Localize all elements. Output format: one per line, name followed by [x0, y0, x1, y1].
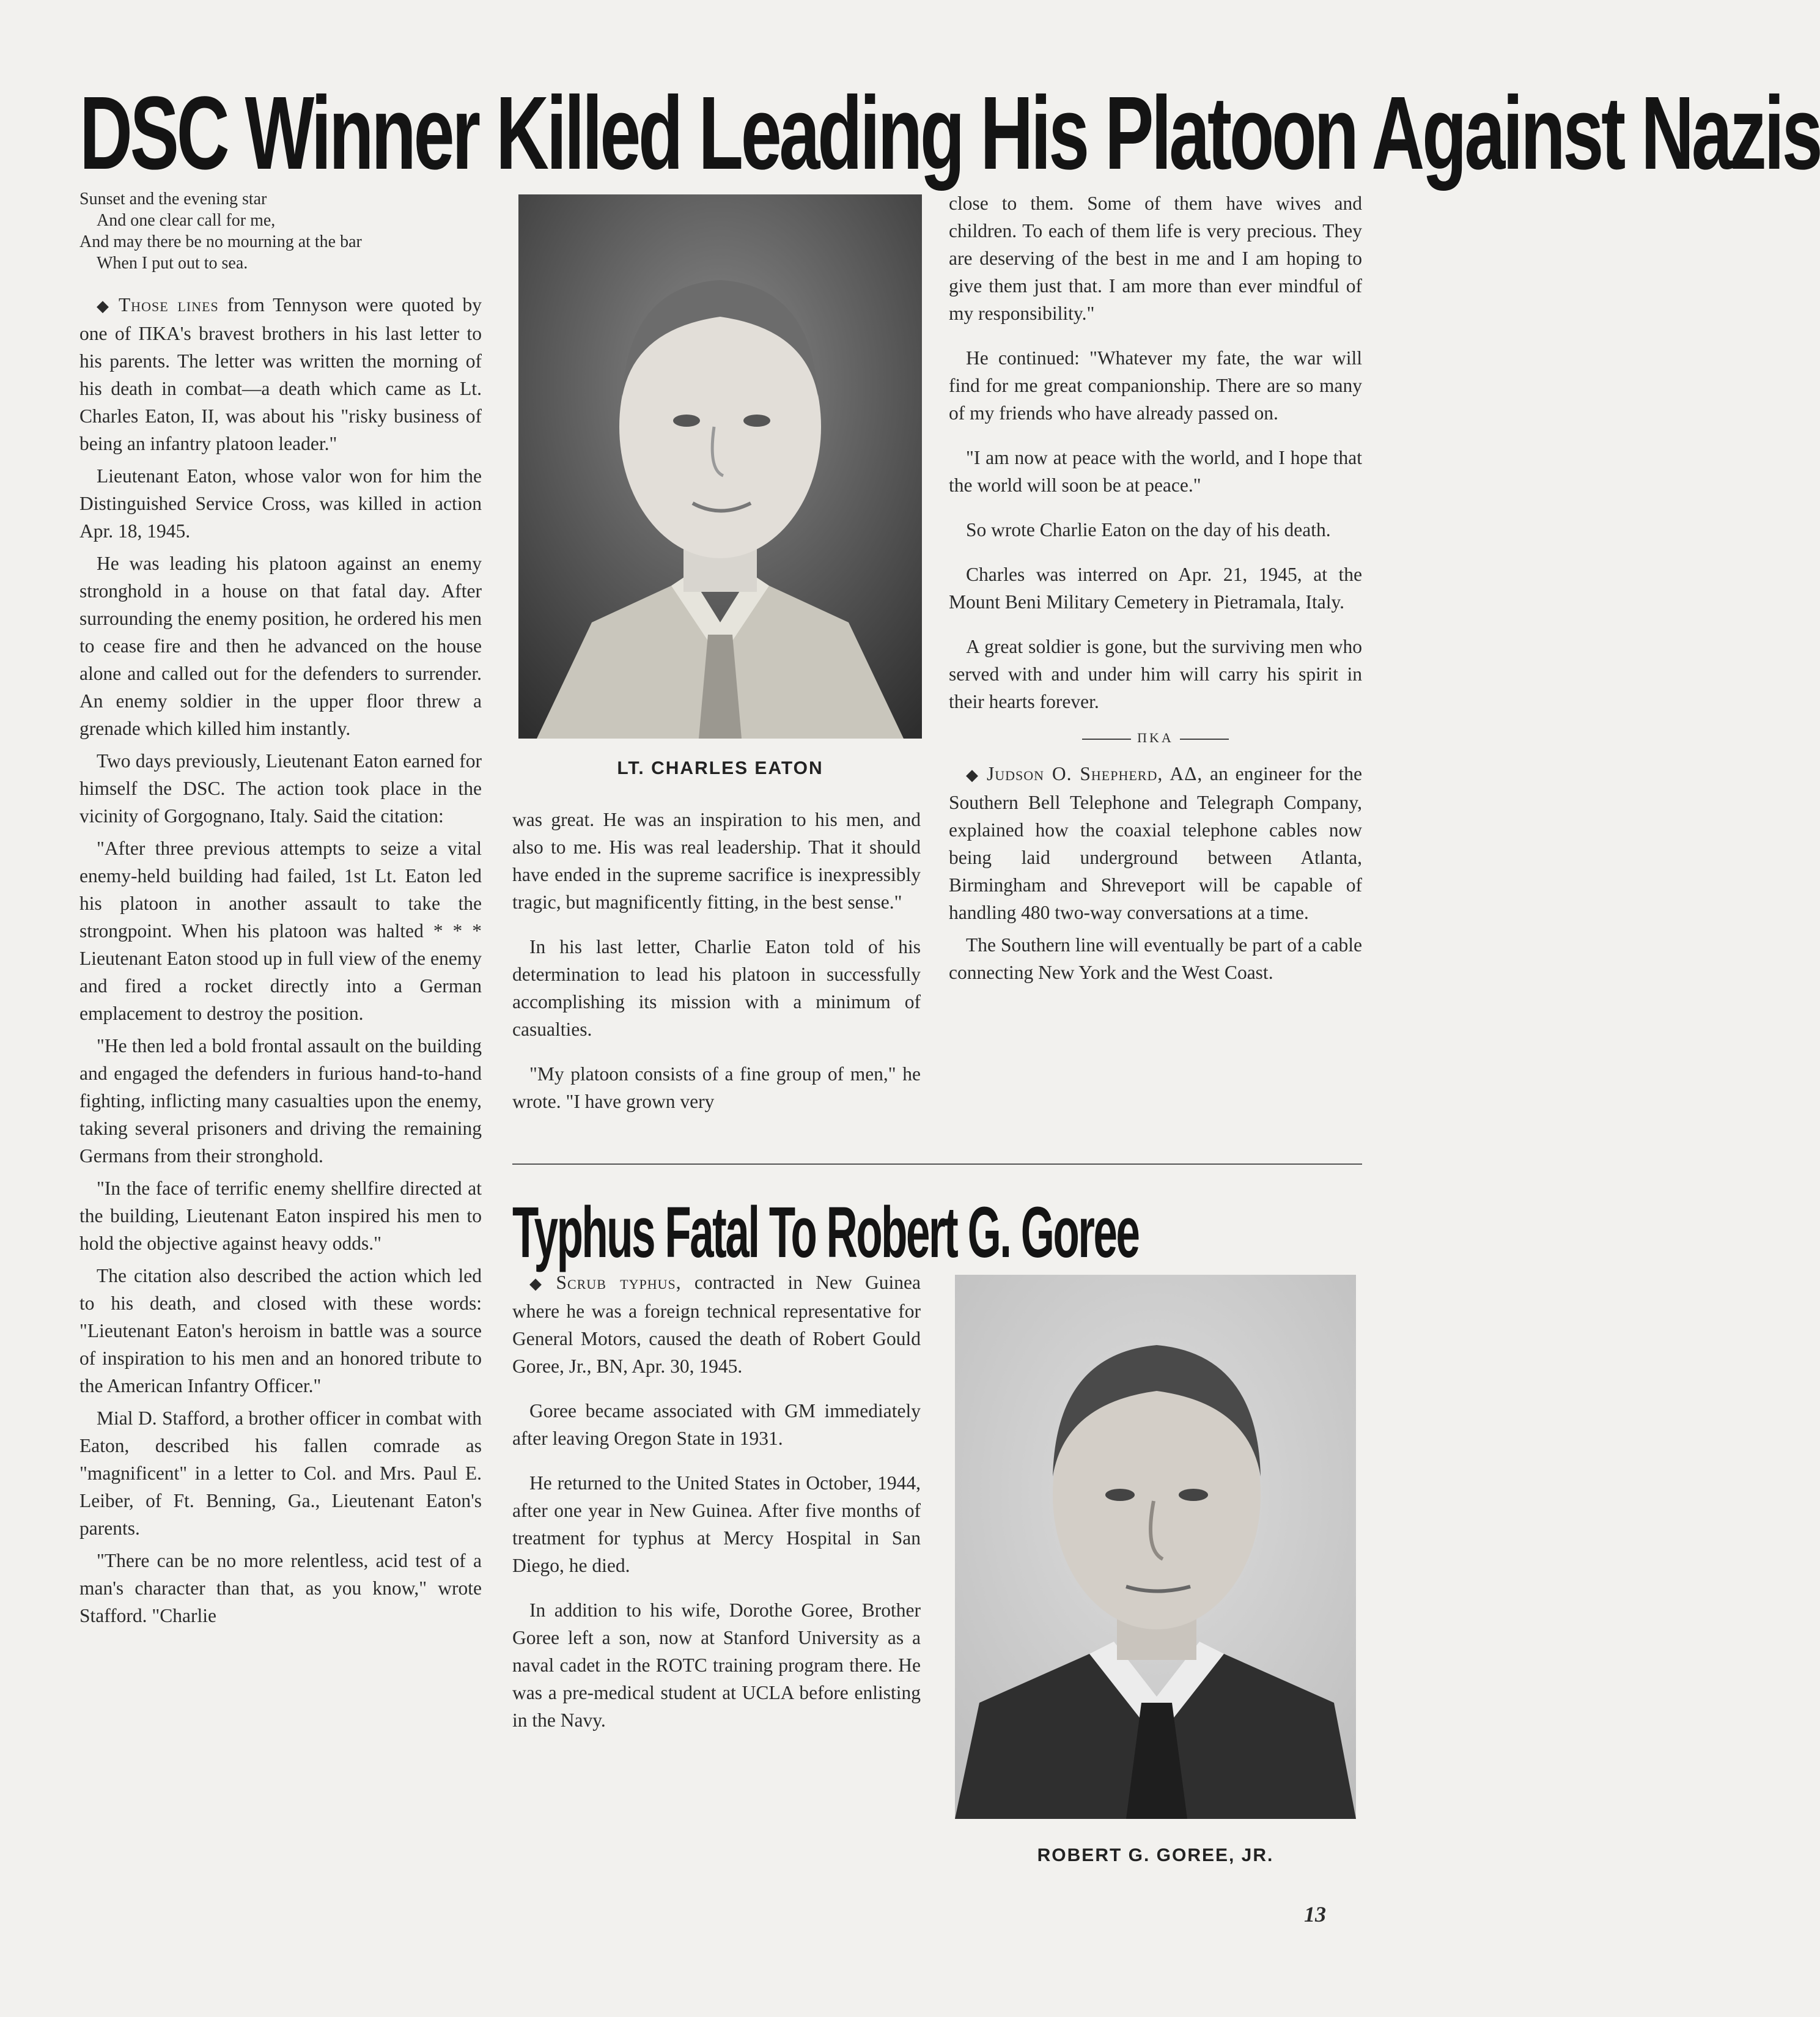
- verse-line: And one clear call for me,: [97, 211, 276, 230]
- verse-line: Sunset and the evening star: [79, 190, 267, 208]
- pika-divider: [949, 724, 1362, 751]
- robert-goree-photo: [955, 1275, 1356, 1819]
- paragraph: close to them. Some of them have wives and children. To each of them life is very precious. They are deserving of the best in me and I am hoping to give them just that. I am more than ever mindful of my responsibility.": [949, 193, 1362, 324]
- article1-column3: [949, 190, 1362, 991]
- diamond-icon: ◆: [97, 297, 112, 315]
- paragraph: "I am now at peace with the world, and I hope that the world will soon be at peace.": [949, 447, 1362, 496]
- paragraph: Charles was interred on Apr. 21, 1945, at the Mount Beni Military Cemetery in Pietramala, Italy.: [949, 564, 1362, 613]
- article1-column2: [512, 806, 921, 1120]
- paragraph: He returned to the United States in October, 1944, after one year in New Guinea. After five months of treatment for typhus at Mercy Hospital in San Diego, he died.: [512, 1472, 921, 1576]
- charles-eaton-photo: [518, 194, 922, 739]
- paragraph: Lieutenant Eaton, whose valor won for him the Distinguished Service Cross, was killed in action Apr. 18, 1945.: [79, 465, 482, 542]
- paragraph: "My platoon consists of a fine group of men," he wrote. "I have grown very: [512, 1063, 921, 1112]
- lead-text: from Tennyson were quoted by one of ΠKA's bravest brothers in his last letter to his parents. The letter was written the morning of his death in combat—a death which came as Lt. Charles Eaton, II, was about his "risky business of being an infantry platoon leader.": [79, 294, 482, 454]
- paragraph: In his last letter, Charlie Eaton told of his determination to lead his platoon in successfully accomplishing its mission with a minimum of casualties.: [512, 936, 921, 1040]
- diamond-icon: ◆: [529, 1275, 550, 1292]
- paragraph: The Southern line will eventually be part of a cable connecting New York and the West Coast.: [949, 934, 1362, 983]
- paragraph: "He then led a bold frontal assault on the building and engaged the defenders in furious hand-to-hand fighting, inflicting many casualties upon the enemy, taking several prisoners and driving the remaining Germans from their stronghold.: [79, 1035, 482, 1167]
- goree-lead-text: contracted in New Guinea where he was a foreign technical representative for General Motors, caused the death of Robert Gould Goree, Jr., BN, Apr. 30, 1945.: [512, 1272, 921, 1377]
- paragraph: Mial D. Stafford, a brother officer in combat with Eaton, described his fallen comrade as "magnificent" in a letter to Col. and Mrs. Paul E. Leiber, of Ft. Benning, Ga., Lieutenant Eaton's parents.: [79, 1407, 482, 1539]
- goree-headline: Typhus Fatal To Robert G. Goree: [512, 1192, 1139, 1273]
- diamond-icon: ◆: [966, 766, 981, 784]
- goree-lead-smallcaps: Scrub typhus,: [556, 1272, 682, 1293]
- shepherd-paragraph: [949, 760, 1362, 926]
- section-divider: [512, 1163, 1362, 1165]
- eaton-photo-caption: LT. CHARLES EATON: [617, 758, 823, 778]
- goree-lead-paragraph: [512, 1269, 921, 1380]
- portrait-illustration: [955, 1275, 1356, 1819]
- paragraph: "In the face of terrific enemy shellfire directed at the building, Lieutenant Eaton inspired his men to hold the objective against heavy odds.": [79, 1178, 482, 1254]
- shepherd-name: Judson O. Shepherd, AΔ,: [986, 763, 1203, 784]
- portrait-illustration: [518, 194, 922, 739]
- paragraph: So wrote Charlie Eaton on the day of his death.: [966, 519, 1331, 540]
- paragraph: The citation also described the action which led to his death, and closed with these words: "Lieutenant Eaton's heroism in battle was a source of inspiration to his men and an honored tribute to the American Infantry Officer.": [79, 1265, 482, 1396]
- verse-line: When I put out to sea.: [97, 254, 248, 273]
- paragraph: In addition to his wife, Dorothe Goree, Brother Goree left a son, now at Stanford University as a naval cadet in the ROTC training program there. He was a pre-medical student at UCLA before enlisting in the Navy.: [512, 1599, 921, 1731]
- shepherd-text: an engineer for the Southern Bell Telephone and Telegraph Company, explained how the coaxial telephone cables now being laid underground between Atlanta, Birmingham and Shreveport will be capable of handling 480 two-way conversations at a time.: [949, 763, 1362, 923]
- paragraph: "After three previous attempts to seize a vital enemy-held building had failed, 1st Lt. Eaton led his platoon in another assault to take the strongpoint. When his platoon was halted * * * Lieutenant Eaton stood up in full view of the enemy and fired a rocket directly into a German emplacement to destroy the position.: [79, 838, 482, 1024]
- paragraph: Two days previously, Lieutenant Eaton earned for himself the DSC. The action took place in the vicinity of Gorgognano, Italy. Said the citation:: [79, 750, 482, 827]
- goree-photo-caption: ROBERT G. GOREE, JR.: [1037, 1845, 1274, 1865]
- paragraph: He was leading his platoon against an enemy stronghold in a house on that fatal day. After surrounding the enemy position, he ordered his men to cease fire and then he advanced on the house alone and called out for the defenders to surrender. An enemy soldier in the upper floor threw a grenade which killed him instantly.: [79, 553, 482, 739]
- paragraph: He continued: "Whatever my fate, the war will find for me great companionship. There are so many of my friends who have already passed on.: [949, 347, 1362, 424]
- divider-label: ΠKA: [1137, 730, 1174, 745]
- paragraph: was great. He was an inspiration to his men, and also to me. His was real leadership. That it should have ended in the supreme sacrifice is inexpressibly tragic, but magnificently fitting, in the best sense.": [512, 809, 921, 913]
- page-number: 13: [1304, 1902, 1326, 1927]
- article1-column1: [79, 188, 482, 1634]
- lead-smallcaps: Those lines: [118, 294, 219, 315]
- paragraph: "There can be no more relentless, acid test of a man's character than that, as you know," wrote Stafford. "Charlie: [79, 1550, 482, 1626]
- paragraph: A great soldier is gone, but the surviving men who served with and under him will carry his spirit in their hearts forever.: [949, 636, 1362, 712]
- paragraph: Goree became associated with GM immediately after leaving Oregon State in 1931.: [512, 1400, 921, 1449]
- tennyson-verse: [79, 188, 482, 274]
- lead-paragraph: [79, 291, 482, 457]
- verse-line: And may there be no mourning at the bar: [79, 232, 362, 251]
- main-headline: DSC Winner Killed Leading His Platoon Against Nazis: [79, 75, 1820, 191]
- article2-column: [512, 1269, 921, 1739]
